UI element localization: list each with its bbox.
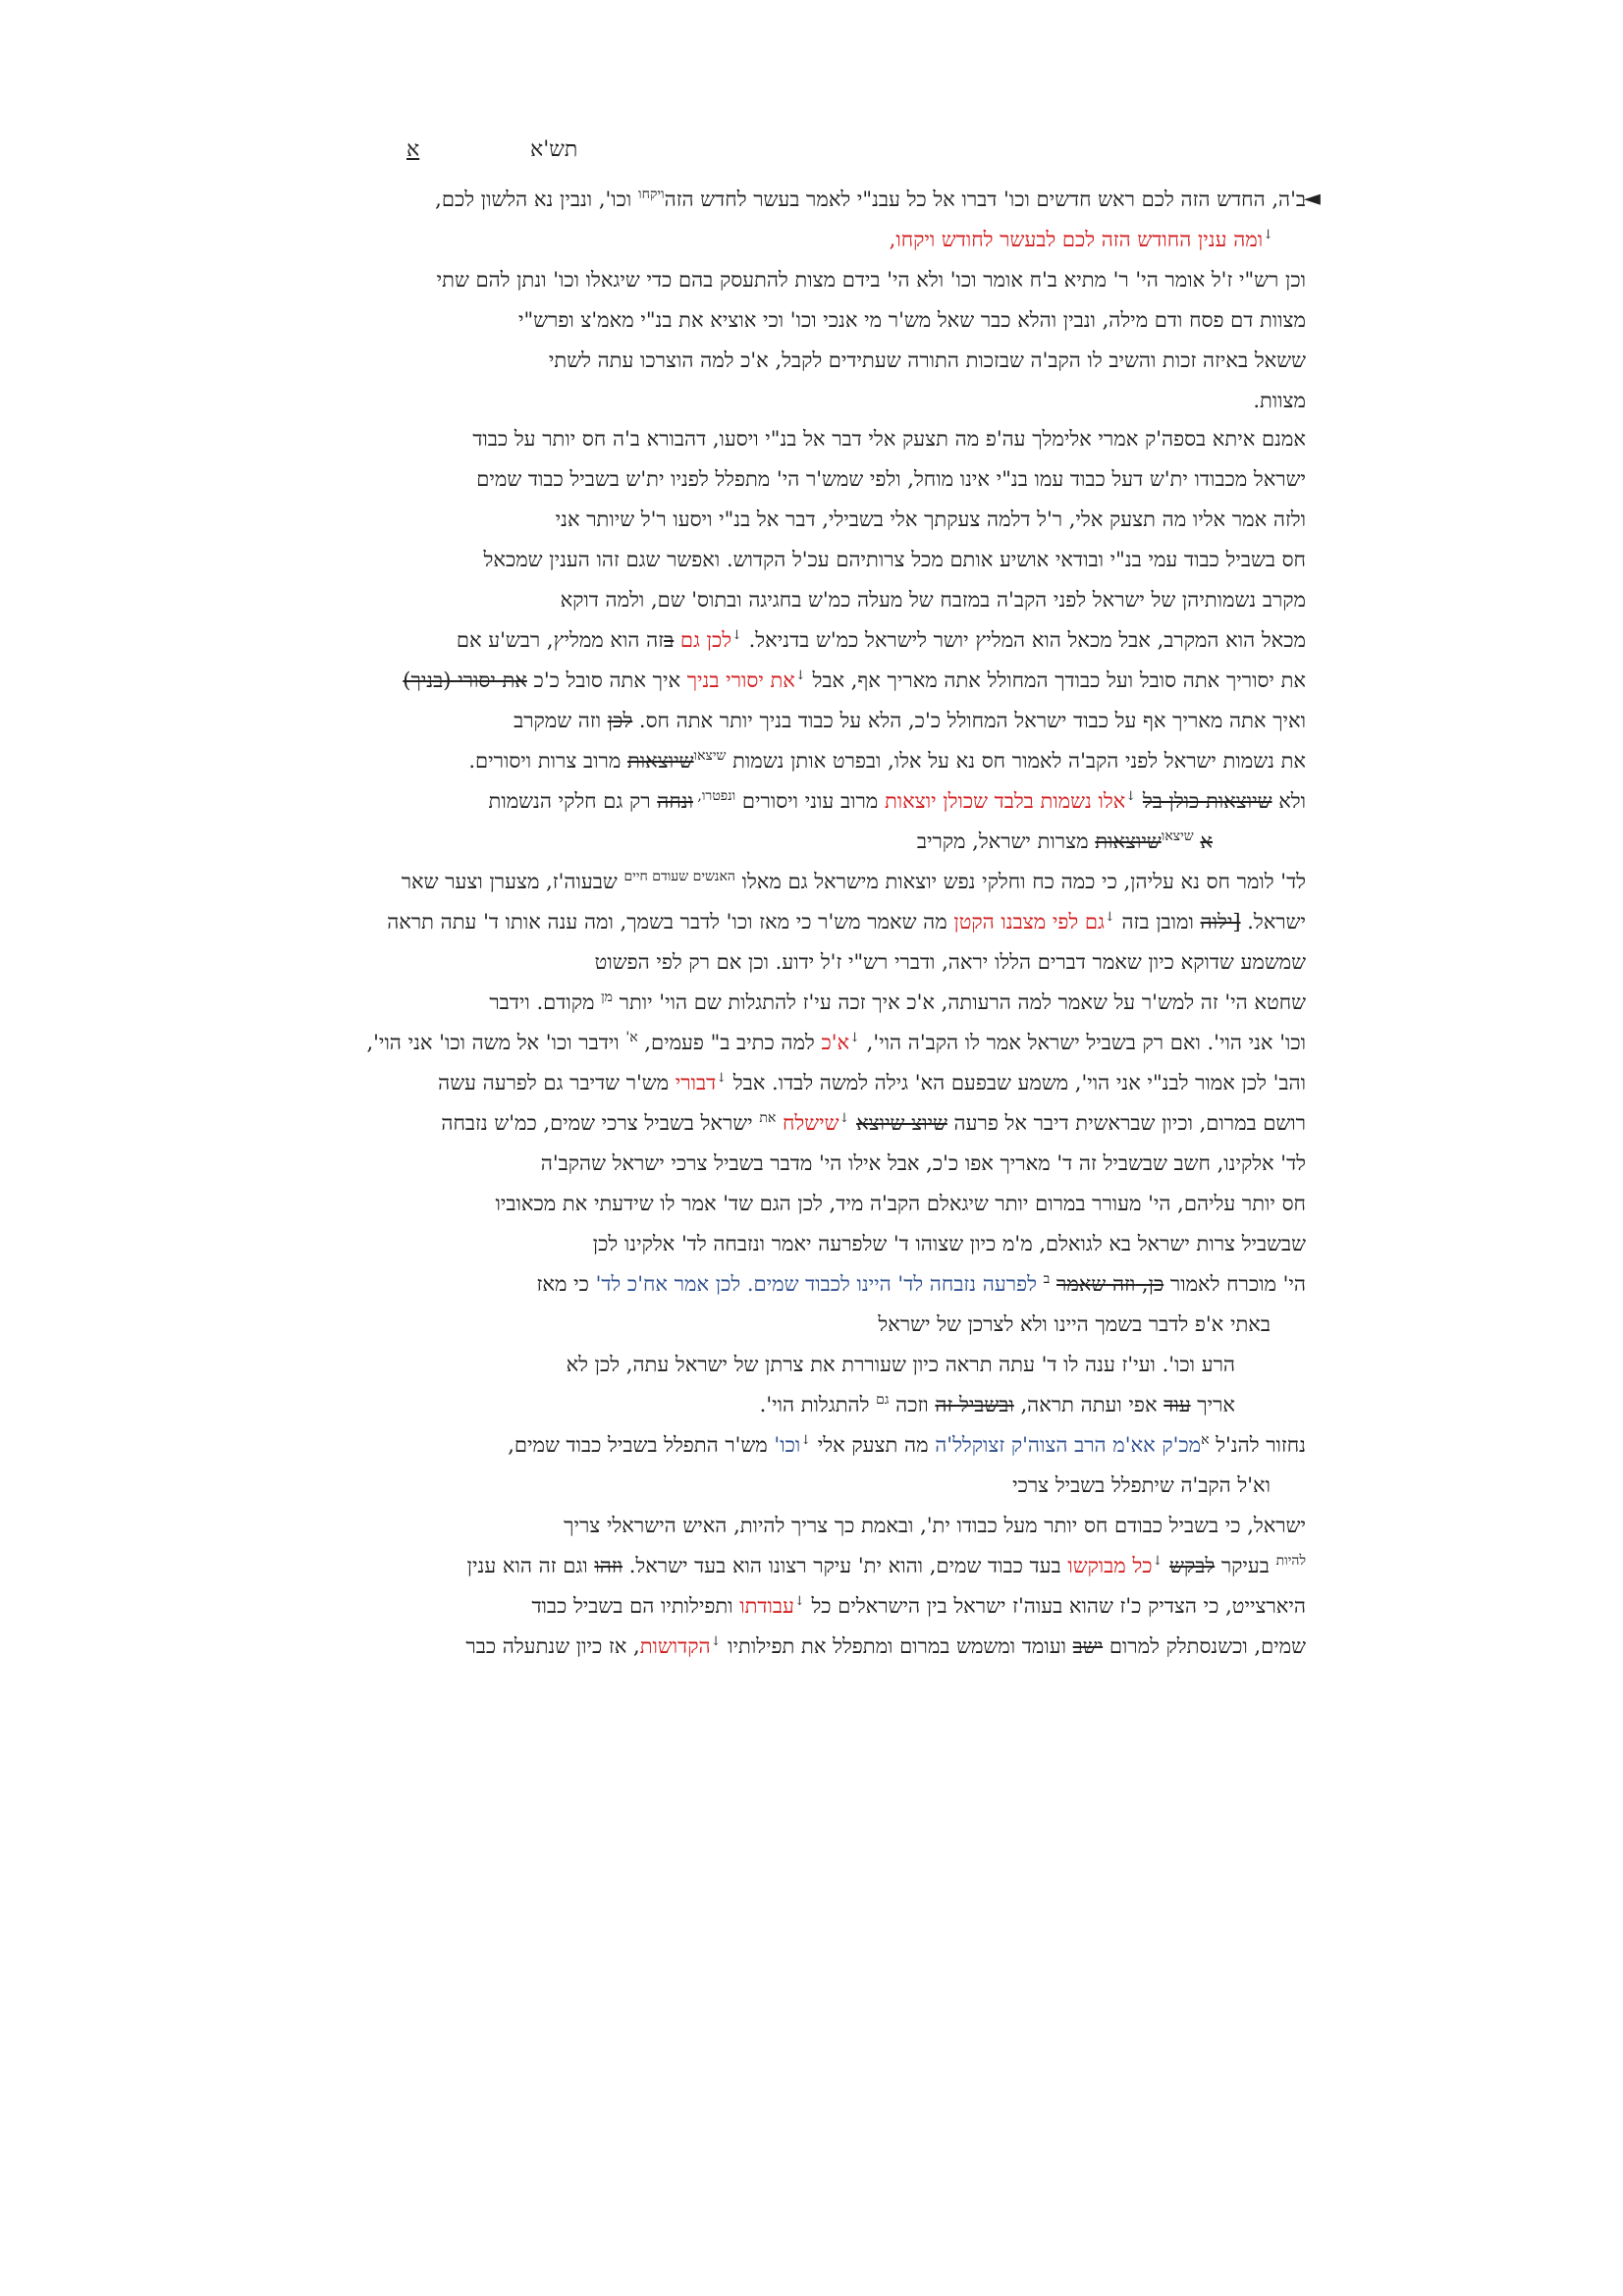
text-line <box>467 1551 1306 1582</box>
text-segment: מש'ר שדיבר גם לפרעה עשה <box>438 1071 676 1095</box>
text-segment: ישב <box>1072 1634 1104 1658</box>
text-segment: עבודתו <box>739 1594 794 1618</box>
text-segment: מכ'ק אא'מ הרב הצוה'ק זצוקלל'ה <box>935 1433 1202 1457</box>
text-line <box>760 1390 1235 1421</box>
text-segment: ומה ענין החודש הזה לכם לבעשר לחודש ויקחו, <box>889 228 1264 251</box>
text-segment: , אז כיון שנתעלה כבר <box>465 1634 640 1658</box>
text-line <box>518 305 1306 337</box>
text-segment: ואיך אתה מאריך אף על כבוד ישראל המחולל כ'כ, הלא על כבוד בניך יותר אתה חס. <box>632 709 1306 732</box>
text-segment: שיצאו <box>693 748 727 764</box>
text-segment: ישראל. <box>1240 910 1306 934</box>
text-line <box>1012 1470 1271 1502</box>
text-line <box>917 827 1213 858</box>
insertion-arrow-icon: ↓ <box>849 1031 860 1045</box>
insertion-arrow-icon: ↓ <box>1263 228 1273 242</box>
text-segment: אפי ועתה תראה, <box>1013 1393 1164 1416</box>
text-line <box>438 1068 1306 1099</box>
text-segment <box>1136 789 1143 813</box>
text-line <box>890 225 1273 256</box>
text-segment: א' <box>625 1030 638 1045</box>
text-segment: היארצייט, כי הצדיק כ'ז שהוא בעוה'ז ישראל בין הישראלים כל <box>804 1594 1306 1618</box>
text-segment: ויקחו <box>637 187 665 202</box>
text-segment: שחטא הי' זה למש'ר על שאמר למה הרעותה, א'כ איך זכה עי'ז להתגלות שם הוי' יותר <box>612 990 1306 1014</box>
text-segment: מצרות ישראל, מקריב <box>916 829 1096 853</box>
insertion-arrow-icon: ↓ <box>1125 789 1137 804</box>
page-letter: א <box>406 137 420 162</box>
text-segment: שיוצאות <box>626 749 694 773</box>
text-line <box>541 1148 1306 1180</box>
text-segment: [ילוה <box>1200 910 1241 934</box>
text-segment: את יסוריך אתה סובל ועל כבודך המחולל אתה מאריך אף, אבל <box>805 668 1306 692</box>
text-segment: מקודם. וידבר <box>489 990 602 1014</box>
text-segment: כי מאז <box>536 1272 596 1296</box>
text-segment: והב' לכן אמור לבנ"י אני הוי', משמע שבפעם הא' גילה למשה לבדו. אבל <box>727 1071 1306 1095</box>
text-segment: וגם זה הוא ענין <box>466 1554 595 1577</box>
text-segment: כן, <box>1135 1272 1164 1296</box>
text-segment: ב <box>1043 1271 1051 1287</box>
text-line <box>878 1309 1271 1341</box>
text-segment: ששאל באיזה זכות והשיב לו הקב'ה שבזכות התורה שעתידים לקבל, א'כ למה הוצרכו עתה לשתי <box>548 348 1306 372</box>
text-line <box>387 907 1306 938</box>
text-segment: מרוב צרות ויסורים. <box>468 749 627 773</box>
text-line <box>549 346 1306 377</box>
text-segment: האנשים שעודם חיים <box>623 869 735 884</box>
text-segment: בעד כבוד שמים, והוא ית' עיקר רצונו הוא בעד ישראל. <box>622 1554 1068 1577</box>
text-segment: גם לפי מצבנו הקטן <box>953 910 1105 934</box>
text-line <box>366 1028 1306 1059</box>
text-segment: וזהו <box>594 1554 623 1577</box>
text-segment: ותפילותיו הם בשביל כבוד <box>531 1594 740 1618</box>
text-segment <box>776 1111 783 1135</box>
text-line <box>556 505 1306 536</box>
text-segment: מרוב עוני ויסורים <box>735 789 885 813</box>
insertion-arrow-icon: ↓ <box>1104 910 1115 925</box>
text-segment: א <box>1200 829 1213 853</box>
text-segment: א <box>1201 1432 1210 1448</box>
text-segment: שיוצ שיוצא <box>856 1111 947 1135</box>
text-line <box>441 1108 1306 1140</box>
text-segment: שבשביל צרות ישראל בא לגואלם, מ'מ כיון שצוהו ד' שלפרעה יאמר ונזבחה לד' אלקינו לכן <box>592 1232 1306 1255</box>
text-segment: כל מבוקשו <box>1067 1554 1153 1577</box>
text-segment: ב <box>664 628 675 652</box>
text-segment: וזכה <box>889 1393 936 1416</box>
text-segment: שמים, וכשנסתלק למרום <box>1103 1634 1306 1658</box>
text-line <box>567 1350 1235 1381</box>
text-line <box>593 1229 1306 1260</box>
text-segment: להתגלות הוי'. <box>759 1393 877 1416</box>
text-segment: למה כתיב ב" פעמים, <box>637 1031 822 1054</box>
text-segment: שיוצאות <box>1095 829 1162 853</box>
text-segment: ולזה אמר אליו מה תצעק אלי, ר'ל דלמה צעקתך אלי בשבילי, דבר אל בנ"י ויסעו ר'ל שיותר אני <box>555 507 1306 531</box>
text-segment: ישראל מכבודו ית'ש דעל כבוד עמו בנ"י אינו מוחל, ולפי שמש'ר הי' מתפלל לפניו ית'ש בשביל כבוד שמים <box>476 467 1306 491</box>
text-segment: איך אתה סובל כ'כ <box>526 668 687 692</box>
text-line <box>514 706 1306 737</box>
text-line <box>472 424 1306 455</box>
text-line <box>564 1511 1306 1542</box>
text-segment: וכן רש"י ז'ל אומר הי' ר' מתיא ב'ח אומר וכו' ולא הי' בידם מצות להתעסק בהם כדי שיגאלו וכו' ונתן להם שתי <box>436 268 1306 292</box>
text-segment: לפרעה נזבחה לד' היינו לכבוד שמים. לכן אמר אח'כ לד' <box>595 1272 1037 1296</box>
text-segment: וזה שאמר <box>1056 1272 1136 1296</box>
text-line <box>484 545 1306 576</box>
header-title: תש'א <box>530 137 578 162</box>
text-segment: רושם במרום, וכיון שבראשית דיבר אל פרעה <box>947 1111 1306 1135</box>
text-segment: אמנם איתא בספה'ק אמרי אלימלך עה'פ מה תצעק אלי דבר אל בנ"י ויסעו, דהבורא ב'ה חס יותר על כבוד <box>472 427 1306 451</box>
text-segment: ולא <box>1271 789 1306 813</box>
text-segment: שמשמע שדוקא כיון שאמר דברים הללו יראה, ודברי רש"י ז'ל ידוע. וכן אם רק לפי הפשוט <box>594 950 1306 974</box>
text-line <box>1253 386 1306 417</box>
text-line <box>403 666 1306 697</box>
text-segment: וא'ל הקב'ה שיתפלל בשביל צרכי <box>1012 1473 1271 1497</box>
text-segment: הרע וכו'. ועי'ז ענה לו ד' עתה תראה כיון שעוררת את צרתן של ישראל עתה, לכן לא <box>566 1353 1235 1376</box>
insertion-arrow-icon: ↓ <box>716 1071 728 1086</box>
text-segment: מה תצעק אלי <box>811 1433 936 1457</box>
text-segment: לד' אלקינו, חשב שבשביל זה ד' מאריך אפו כ'כ, אבל אילו הי' מדבר בשביל צרכי ישראל שהקב'ה <box>540 1151 1306 1175</box>
text-segment: מצוות. <box>1253 389 1306 412</box>
text-segment: הי' מוכרח לאמור <box>1163 1272 1306 1296</box>
insertion-arrow-icon: ↓ <box>1152 1554 1163 1569</box>
text-segment: להיות <box>1275 1553 1306 1569</box>
text-segment: וזה שמקרב <box>514 709 608 732</box>
text-segment: מש'ר התפלל בשביל כבוד שמים, <box>508 1433 775 1457</box>
text-segment: ומובן בזה <box>1114 910 1201 934</box>
text-segment: ונפטרו, <box>692 788 736 804</box>
text-segment: מכאל הוא המקרב, אבל מכאל הוא המליץ יושר לישראל כמ'ש בדניאל. <box>741 628 1306 652</box>
text-line <box>537 1269 1306 1301</box>
insertion-arrow-icon: ↓ <box>794 668 806 683</box>
text-segment: מן <box>601 989 613 1005</box>
text-segment: ובשביל זה <box>935 1393 1014 1416</box>
text-line <box>489 786 1306 818</box>
text-segment: את יסורי בניך <box>686 668 795 692</box>
text-segment: עוד <box>1163 1393 1191 1416</box>
text-segment: וכו', ונבין נא הלשון לכם, <box>435 187 638 211</box>
text-line <box>489 988 1306 1019</box>
text-segment: לכן <box>607 709 633 732</box>
text-segment: ועומד ומשמש במרום ומתפלל את תפילותיו <box>721 1634 1073 1658</box>
text-segment: ישראל, כי בשביל כבודם חס יותר מעל כבודו ית', ובאמת כך צריך להיות, האיש הישראלי צריך <box>564 1514 1306 1537</box>
text-segment: חס בשביל כבוד עמי בנ"י ובודאי אושיע אותם מכל צרותיהם עכ'ל הקדוש. ואפשר שגם זהו הענין שמכאל <box>483 548 1306 571</box>
text-segment: וכו' אני הוי'. ואם רק בשביל ישראל אמר לו הקב'ה הוי', <box>859 1031 1306 1054</box>
text-segment: וכו' <box>774 1433 801 1457</box>
insertion-arrow-icon: ↓ <box>839 1111 850 1126</box>
text-segment: לכן גם <box>674 628 732 652</box>
text-line <box>508 1430 1306 1462</box>
text-line <box>468 746 1306 777</box>
text-line <box>465 1631 1306 1663</box>
text-line <box>435 185 1306 216</box>
text-segment: את נשמות ישראל לפני הקב'ה לאמור חס נא על אלו, ובפרט אותן נשמות <box>726 749 1306 773</box>
text-line <box>561 585 1306 616</box>
text-segment: שיצאו <box>1161 828 1194 844</box>
text-segment: לבקש <box>1169 1554 1216 1577</box>
text-segment: וידבר וכו' אל משה וכו' אני הוי', <box>366 1031 626 1054</box>
text-segment: א'כ <box>821 1031 850 1054</box>
text-line <box>595 947 1306 979</box>
text-segment: מקרב נשמותיהן של ישראל לפני הקב'ה במזבח של מעלה כמ'ש בחגיגה ובתוס' שם, ולמה דוקא <box>560 588 1306 612</box>
text-segment: את יסורי (בניך) <box>403 668 527 692</box>
text-segment: זה הוא ממליץ, רבש'ע אם <box>456 628 665 652</box>
text-segment: את <box>759 1110 777 1126</box>
text-segment: דבורי <box>675 1071 717 1095</box>
text-segment: מה שאמר מש'ר כי מאז וכו' לדבר בשמך, ומה ענה אותו ד' עתה תראה <box>387 910 954 934</box>
triangle-bullet-icon: ◄ <box>1304 187 1321 211</box>
text-segment <box>1037 1272 1044 1296</box>
text-segment: הקדושות <box>639 1634 711 1658</box>
text-segment: שישלח <box>782 1111 839 1135</box>
text-segment: שבעוה'ז, מצערן וצער שאר <box>401 870 624 893</box>
text-segment: ישראל בשביל צרכי שמים, כמ'ש נזבחה <box>441 1111 760 1135</box>
text-segment: חס יותר עליהם, הי' מעורר במרום יותר שיגאלם הקב'ה מיד, לכן הגם שד' אמר לו שידעתי את מכאוביו <box>495 1192 1306 1215</box>
text-segment: נחזור להנ'ל <box>1209 1433 1306 1457</box>
insertion-arrow-icon: ↓ <box>800 1433 812 1448</box>
text-line <box>496 1189 1306 1220</box>
text-segment: באתי א'פ לדבר בשמך היינו ולא לצרכן של ישראל <box>878 1312 1271 1336</box>
text-line <box>457 625 1306 657</box>
insertion-arrow-icon: ↓ <box>793 1594 805 1609</box>
text-segment: ונחה <box>657 789 693 813</box>
insertion-arrow-icon: ↓ <box>731 628 742 643</box>
text-segment: שיוצאות כולן בל <box>1142 789 1272 813</box>
text-segment: גם <box>876 1392 890 1408</box>
text-line <box>531 1591 1306 1623</box>
text-segment: אריך <box>1190 1393 1235 1416</box>
insertion-arrow-icon: ↓ <box>710 1634 722 1649</box>
text-line <box>437 265 1306 296</box>
text-segment: רק גם חלקי הנשמות <box>488 789 658 813</box>
text-line <box>402 867 1306 898</box>
text-line <box>476 464 1306 496</box>
text-segment: ב'ה, החדש הזה לכם ראש חדשים וכו' דברו אל כל עבנ"י לאמר בעשר לחדש הזה <box>664 187 1306 211</box>
text-segment: מצוות דם פסח ודם מילה, ונבין והלא כבר שאל מש'ר מי אנכי וכו' וכי אוציא את בנ"י מאמ'צ ופרש"י <box>518 308 1306 332</box>
text-segment: אלו נשמות בלבד שכולן יוצאות <box>884 789 1126 813</box>
text-segment: בעיקר <box>1215 1554 1276 1577</box>
text-segment: לד' לומר חס נא עליהן, כי כמה כח וחלקי נפש יוצאות מישראל גם מאלו <box>734 870 1306 893</box>
